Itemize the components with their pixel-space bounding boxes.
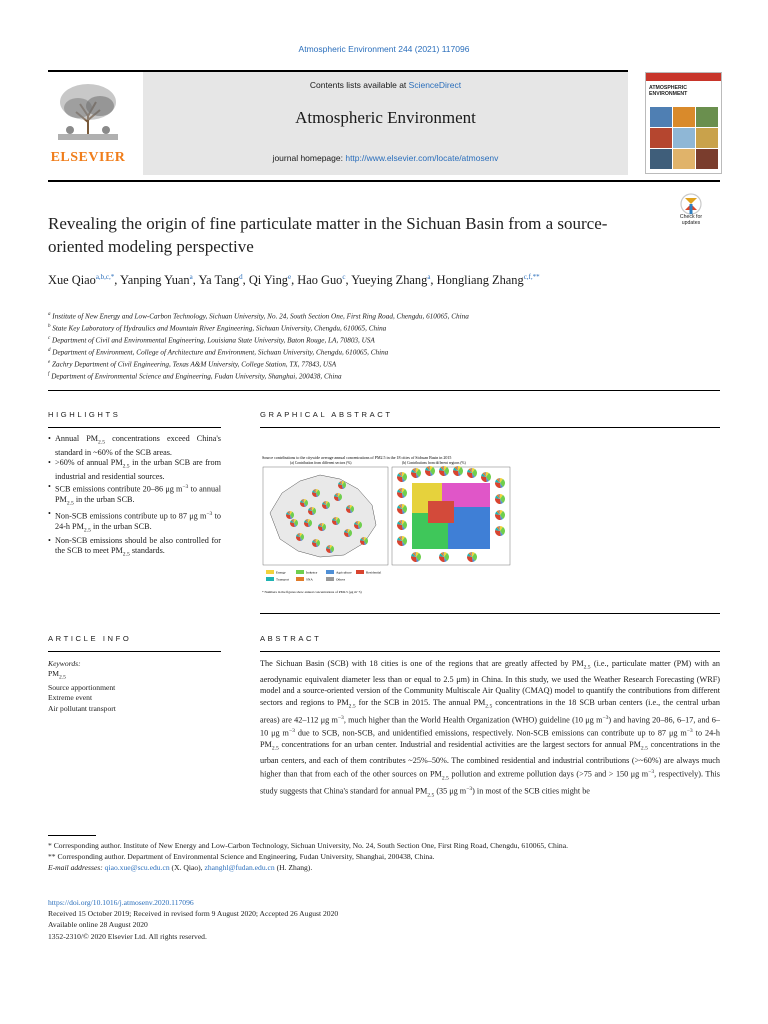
ga-legend-swatch [266,577,274,581]
highlights-rule [48,427,221,428]
affiliation-item: $^c$ Department of Civil and Environmental Engineering, Louisiana State University, Baton Rouge, LA, 70803, USA [48,335,375,345]
keyword-item: Extreme event [48,693,93,703]
ga-legend-label: Others [336,577,346,582]
ga-legend-swatch [296,577,304,581]
author-name[interactable]: Hongliang Zhang [436,273,524,288]
affiliation-item: $^f$ Department of Environmental Science and Engineering, Fudan University, Shanghai, 200438, China [48,371,342,381]
footnote-corresponding-1: * Corresponding author. Institute of New Energy and Low-Carbon Technology, Sichuan University, No. 24, South Section One, First Ring Road, Chengdu, 610065, China. [48,841,569,850]
affiliation-item: $^e$ Zachry Department of Civil Engineering, Texas A&M University, College Station, TX, 77843, USA [48,359,337,369]
abstract-text: The Sichuan Basin (SCB) with 18 cities is one of the regions that are greatly affected by $PM_{2.5}$ (i.e., particulate matter (PM) with an aerodynamic equivalent diameter less than or equal to 2.5 μm) in China. In this study, we used the Weather Research Forecasting (WRF) model and a source-oriented version of the Community Multiscale Air Quality (CMAQ) model to quantify the contributions from different sectors and regions to $PM_{2.5}$ for the SCB in 2015. The annual $PM_{2.5}$ concentrations in the 18 SCB urban centers (i.e., the central urban areas) are 42–112 μg $m^{-3}$, much higher than the World Health Organization (WHO) guideline (10 μg $m^{-3}$) and having 20–86, 6–17, and 6–10 μg $m^{-3}$ due to SCB, non-SCB, and unidentified emissions, respectively. Non-SCB emissions can contribute up to 87 μg $m^{-3}$ to 24-h $PM_{2.5}$ concentrations for an urban center. Industrial and residential activities are the largest sectors for annual $PM_{2.5}$ concentrations in the urban centers, and each of them contributes ~25%–50%. The combined residential and industrial contributions (>~60%) are always much higher than that from each of the other sources on $PM_{2.5}$ pollution and extreme pollution days (>75 and > 150 μg $m^{-3}$, respectively). This study suggests that China's standard for annual $PM_{2.5}$ (35 μg $m^{-3}$) in most of the SCB cities might be [260,659,720,799]
keyword-item: Air pollutant transport [48,703,116,713]
contents-availability [143,80,628,90]
ga-legend-label: Energy [276,570,286,575]
author-name[interactable]: Qi Ying [248,273,288,288]
ga-title: Source contributions to the citywide average annual concentrations of PM2.5 in the 18 cities of Sichuan Basin in 2015 [262,455,452,460]
author-name[interactable]: Yanping Yuan [120,273,190,288]
highlight-item: • Non-SCB emissions contribute up to 87 μg $m^{-3}$ to 24-h $PM_{2.5}$ in the urban SCB. [48,509,221,536]
affiliation-key: e [48,359,51,365]
author-affiliation-marker[interactable]: e [287,273,292,281]
author-affiliation-marker[interactable]: c,f,** [523,273,540,281]
author-affiliation-marker[interactable]: a [427,273,431,281]
author-name[interactable]: Ya Tang [198,273,240,288]
ga-legend-label: Transport [276,577,290,582]
footnote-rule [48,835,96,836]
affiliation-rule [48,390,720,391]
highlight-item: • Annual $PM_{2.5}$ concentrations exceed China's standard in ~60% of the SCB areas. [48,434,221,458]
keyword-item: Source apportionment [48,682,116,692]
affiliation-key: d [48,347,51,353]
received-dates: Received 15 October 2019; Received in revised form 9 August 2020; Accepted 26 August 2020 [48,909,339,919]
affiliation-item: $^b$ State Key Laboratory of Hydraulics and Mountain River Engineering, Sichuan University, Chengdu, 610065, China [48,323,387,333]
affiliation-key: c [48,335,51,341]
homepage-prefix: journal homepage: [272,153,346,163]
footnote-corresponding-2: ** Corresponding author. Department of Environmental Science and Engineering, Fudan University, Shanghai, 200438, China. [48,852,435,861]
highlight-item: • SCB emissions contribute 20–86 μg $m^{-3}$ to annual $PM_{2.5}$ in the urban SCB. [48,482,221,509]
article-title: Revealing the origin of fine particulate matter in the Sichuan Basin from a source-oriented modeling perspective [48,214,608,256]
ga-legend-swatch [296,570,304,574]
author-affiliation-marker[interactable]: a [189,273,193,281]
author-affiliation-marker[interactable]: a,b,c,* [95,273,115,281]
affiliation-list [48,310,720,382]
affiliation-key: a [48,312,51,317]
author-name[interactable]: Hao Guo [297,273,343,288]
sciencedirect-link[interactable]: ScienceDirect [408,80,462,90]
header-bottom-rule [48,180,720,182]
contents-prefix: Contents lists available at [309,80,409,90]
author-affiliation-marker[interactable]: c [342,273,346,281]
homepage-link[interactable]: http://www.elsevier.com/locate/atmosenv [345,153,499,163]
ga-legend-swatch [356,570,364,574]
author-name[interactable]: Xue Qiao [48,273,96,288]
author-name[interactable]: Yueying Zhang [351,273,428,288]
journal-cover-thumbnail[interactable] [645,72,722,174]
affiliation-key: b [48,323,51,329]
publisher-wordmark[interactable]: ELSEVIER [50,150,126,165]
cover-title: ATMOSPHERIC ENVIRONMENT [649,85,688,97]
ga-footnote: * Numbers in the figures show annual concentrations of PM2.5 (μg m−3) [262,590,362,594]
doi-link[interactable]: https://doi.org/10.1016/j.atmosenv.2020.117096 [48,898,194,907]
ga-legend-label: Agriculture [336,570,352,575]
author-affiliation-marker[interactable]: d [239,273,243,281]
footnote-emails [48,862,720,873]
keywords-label: Keywords: [48,659,81,668]
ga-legend-label: Residential [366,570,382,575]
highlights-list [48,434,221,560]
abstract-heading: ABSTRACT [260,634,322,643]
email-owner-qiao: (X. Qiao), [169,863,205,872]
crossmark-label[interactable] [668,214,714,226]
highlight-item: • Non-SCB emissions should be also controlled for the SCB to meet $PM_{2.5}$ standards. [48,536,221,560]
article-info-heading: ARTICLE INFO [48,634,132,643]
keyword-item: $PM_{2.5}$ [48,669,66,681]
ga-legend-swatch [266,570,274,574]
copyright: 1352-2310/© 2020 Elsevier Ltd. All rights reserved. [48,931,207,941]
email-link-zhang[interactable]: zhanghl@fudan.edu.cn [204,863,275,872]
highlight-item: • >60% of annual $PM_{2.5}$ in the urban SCB are from industrial and residential sources. [48,458,221,482]
journal-title: Atmospheric Environment [295,108,476,127]
affiliation-item: $^d$ Department of Environment, College of Architecture and Environment, Sichuan University, Chengdu, 610065, China [48,347,389,357]
abstract-rule [260,651,720,652]
graphical-abstract-bottom-rule [260,613,720,614]
article-metadata [48,897,720,942]
email-label: E-mail addresses: [48,863,103,872]
ga-panel-b-label: (b) Contributions from different regions (%) [402,461,466,465]
highlights-heading: HIGHLIGHTS [48,410,121,419]
available-online: Available online 28 August 2020 [48,920,148,930]
graphical-abstract-figure[interactable] [260,453,512,598]
keywords-list [48,669,116,714]
journal-citation[interactable]: Atmospheric Environment 244 (2021) 117096 [298,44,470,54]
ga-sector-legend [266,570,381,582]
crossmark-label-line2: updates [681,220,701,226]
corresponding-author-footnotes [48,840,720,873]
ga-legend-swatch [326,577,334,581]
article-info-rule [48,651,221,652]
ga-legend-swatch [326,570,334,574]
graphical-abstract-rule [260,427,720,428]
affiliation-item: $^a$ Institute of New Energy and Low-Carbon Technology, Sichuan University, No. 24, South Section One, First Ring Road, Chengdu, 610065, China [48,312,469,321]
email-link-qiao[interactable]: qiao.xue@scu.edu.cn [104,863,170,872]
crossmark-label-line1: Check for [679,214,703,220]
cover-image-mosaic [646,73,721,173]
ga-panel-a-label: (a) Contribution from different sectors (%) [290,461,352,465]
affiliation-key: f [48,371,50,377]
journal-homepage [143,153,628,163]
ga-legend-label: SNA [306,577,313,582]
ga-panel-a-map [263,467,388,565]
author-list: Xue Qiao$^{a,b,c,*}$, Yanping Yuan$^a$, Ya Tang$^d$, Qi Ying$^e$, Hao Guo$^c$, Yueying Zhang$^a$, Hongliang Zhang$^{c,f,**}$ [48,273,540,288]
email-owner-zhang: (H. Zhang). [274,863,313,872]
ga-legend-label: Industry [306,570,318,575]
ga-panel-b-map [392,466,510,565]
graphical-abstract-heading: GRAPHICAL ABSTRACT [260,410,393,419]
